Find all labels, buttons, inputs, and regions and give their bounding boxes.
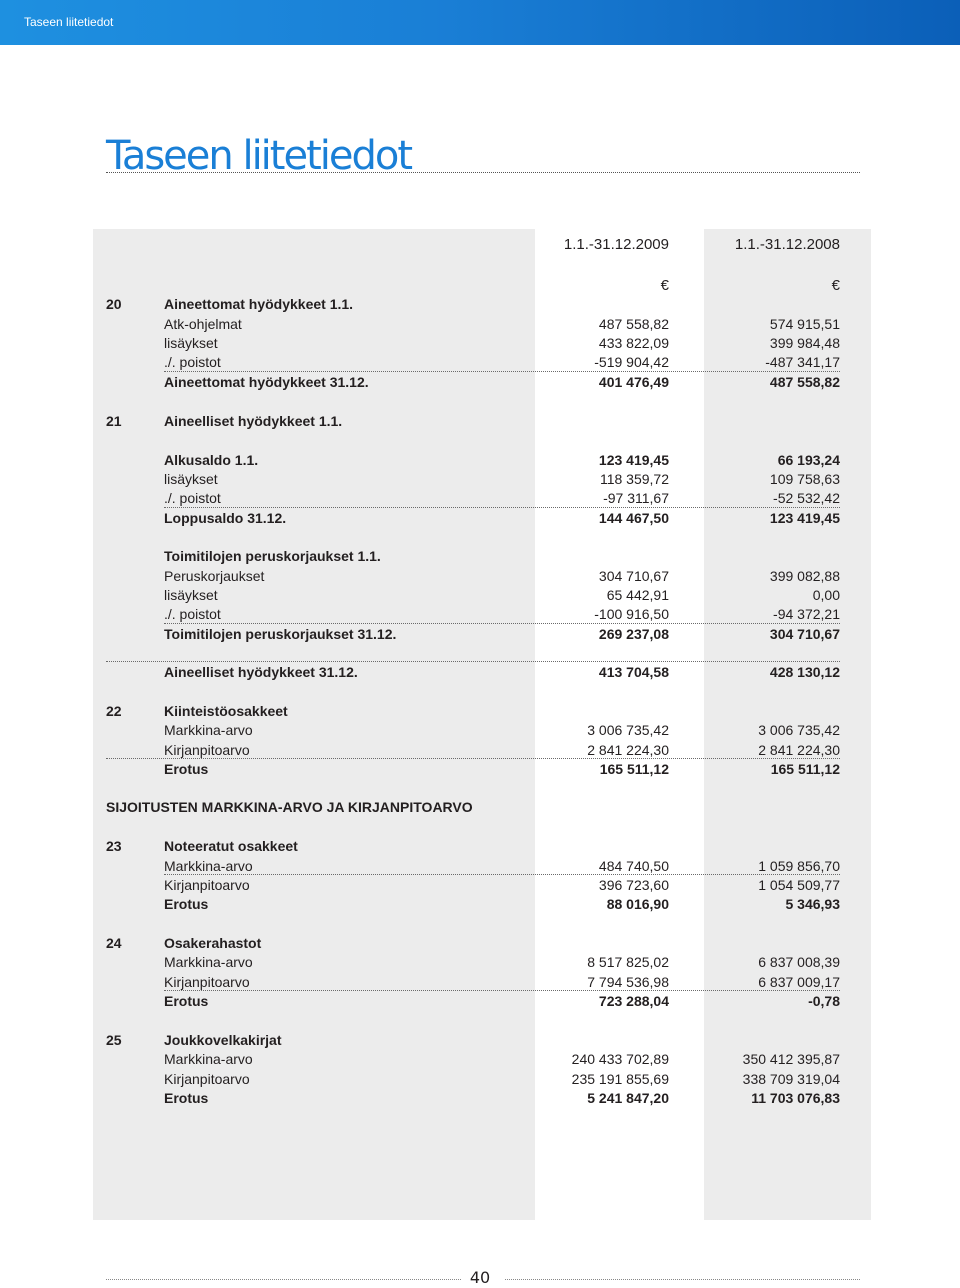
value-2009: 118 359,72: [599, 471, 669, 487]
row-label: Noteeratut osakkeet: [164, 838, 298, 854]
table-row: [0, 566, 960, 586]
value-2008: -487 341,17: [765, 354, 840, 370]
value-2009: 235 191 855,69: [571, 1071, 669, 1087]
table-row: [0, 875, 960, 895]
table-row: [0, 720, 960, 740]
row-divider: [164, 990, 840, 991]
page-number: 40: [469, 1268, 491, 1287]
row-label: ./. poistot: [164, 490, 221, 506]
row-label: Kirjanpitoarvo: [164, 1071, 250, 1087]
row-label: Osakerahastot: [164, 935, 262, 951]
row-label: Atk-ohjelmat: [164, 316, 242, 332]
row-label: Kirjanpitoarvo: [164, 974, 250, 990]
note-number: 20: [106, 296, 122, 312]
table-row: [0, 933, 960, 953]
row-label: Kiinteistöosakkeet: [164, 703, 288, 719]
row-label: ./. poistot: [164, 354, 221, 370]
table-row: [0, 624, 960, 644]
value-2008: 428 130,12: [769, 664, 840, 680]
value-2008: 5 346,93: [785, 896, 840, 912]
value-2008: 3 006 735,42: [758, 722, 840, 738]
row-label: Alkusaldo 1.1.: [164, 452, 259, 468]
table-row: [0, 585, 960, 605]
value-2008: 6 837 009,17: [758, 974, 840, 990]
value-2008: 0,00: [812, 587, 840, 603]
table-row: [0, 1049, 960, 1069]
value-2008: 574 915,51: [769, 316, 840, 332]
value-2009: 3 006 735,42: [587, 722, 669, 738]
value-2009: 123 419,45: [598, 452, 669, 468]
row-label: Kirjanpitoarvo: [164, 742, 250, 758]
table-row: [0, 972, 960, 992]
value-2009: 401 476,49: [598, 374, 669, 390]
value-2008: 6 837 008,39: [758, 954, 840, 970]
value-2008: 1 059 856,70: [758, 858, 840, 874]
table-row: [0, 1069, 960, 1089]
value-2008: 399 082,88: [769, 568, 840, 584]
column-header-2009: 1.1.-31.12.2009: [563, 236, 669, 253]
table-row: [0, 836, 960, 856]
table-row: [0, 469, 960, 489]
row-label: lisäykset: [164, 335, 218, 351]
footer-rule-left: [106, 1279, 461, 1280]
row-label: Aineelliset hyödykkeet 1.1.: [164, 413, 343, 429]
row-label: Aineelliset hyödykkeet 31.12.: [164, 664, 358, 680]
value-2008: -94 372,21: [773, 606, 840, 622]
row-label: Markkina-arvo: [164, 722, 253, 738]
table-row: [0, 352, 960, 372]
value-2009: 165 511,12: [599, 761, 669, 777]
table-row: [0, 759, 960, 779]
table-row: [0, 508, 960, 528]
value-2008: 350 412 395,87: [742, 1051, 840, 1067]
row-label: lisäykset: [164, 471, 218, 487]
value-2009: 413 704,58: [598, 664, 669, 680]
value-2009: 433 822,09: [598, 335, 669, 351]
value-2009: 5 241 847,20: [587, 1090, 669, 1106]
row-label: Toimitilojen peruskorjaukset 31.12.: [164, 626, 397, 642]
value-2008: 399 984,48: [769, 335, 840, 351]
value-2009: 396 723,60: [598, 877, 669, 893]
value-2009: 269 237,08: [598, 626, 669, 642]
table-row: [0, 604, 960, 624]
note-number: 21: [106, 413, 122, 429]
row-divider: [164, 874, 840, 875]
row-divider: [164, 623, 840, 624]
row-label: Peruskorjaukset: [164, 568, 265, 584]
value-2009: 7 794 536,98: [587, 974, 669, 990]
row-label: Markkina-arvo: [164, 858, 253, 874]
table-row: [0, 701, 960, 721]
footer-rule-right: [505, 1279, 860, 1280]
value-2009: 304 710,67: [598, 568, 669, 584]
row-label: Joukkovelkakirjat: [164, 1032, 282, 1048]
value-2008: 123 419,45: [769, 510, 840, 526]
row-label: Erotus: [164, 761, 209, 777]
row-label: Erotus: [164, 993, 209, 1009]
row-divider: [106, 758, 840, 759]
table-row: [0, 797, 960, 817]
value-2009: -97 311,67: [603, 490, 669, 506]
value-2009: 65 442,91: [606, 587, 669, 603]
row-label: Aineettomat hyödykkeet 31.12.: [164, 374, 369, 390]
table-row: [0, 991, 960, 1011]
value-2008: -0,78: [808, 993, 840, 1009]
row-label: Toimitilojen peruskorjaukset 1.1.: [164, 548, 381, 564]
value-2008: 304 710,67: [769, 626, 840, 642]
value-2009: 484 740,50: [598, 858, 669, 874]
value-2009: 8 517 825,02: [587, 954, 669, 970]
value-2009: -519 904,42: [594, 354, 669, 370]
value-2008: 487 558,82: [769, 374, 840, 390]
value-2009: 144 467,50: [598, 510, 669, 526]
row-label: Markkina-arvo: [164, 1051, 253, 1067]
table-row: [0, 294, 960, 314]
value-2008: 2 841 224,30: [758, 742, 840, 758]
value-2009: 2 841 224,30: [587, 742, 669, 758]
value-2009: 487 558,82: [598, 316, 669, 332]
value-2008: 1 054 509,77: [758, 877, 840, 893]
note-number: 23: [106, 838, 122, 854]
row-label: Markkina-arvo: [164, 954, 253, 970]
table-row: [0, 333, 960, 353]
row-divider: [164, 371, 840, 372]
row-label: ./. poistot: [164, 606, 221, 622]
row-label: Aineettomat hyödykkeet 1.1.: [164, 296, 354, 312]
row-divider: [106, 661, 840, 662]
row-label: lisäykset: [164, 587, 218, 603]
value-2009: 723 288,04: [598, 993, 669, 1009]
note-number: 25: [106, 1032, 122, 1048]
table-row: [0, 1030, 960, 1050]
row-label: Kirjanpitoarvo: [164, 877, 250, 893]
table-row: [0, 662, 960, 682]
row-label: SIJOITUSTEN MARKKINA-ARVO JA KIRJANPITOARVO: [106, 799, 473, 815]
table-row: [0, 740, 960, 760]
table-row: [0, 894, 960, 914]
section-header: Taseen liitetiedot: [24, 15, 114, 29]
table-row: [0, 411, 960, 431]
title-divider: [106, 172, 860, 173]
page-title: Taseen liitetiedot: [106, 133, 412, 179]
table-row: [0, 314, 960, 334]
value-2008: 165 511,12: [770, 761, 840, 777]
value-2008: 338 709 319,04: [742, 1071, 840, 1087]
value-2008: -52 532,42: [773, 490, 840, 506]
table-row: [0, 450, 960, 470]
value-2008: 66 193,24: [777, 452, 840, 468]
note-number: 24: [106, 935, 122, 951]
column-header-2008: 1.1.-31.12.2008: [734, 236, 840, 253]
table-row: [0, 952, 960, 972]
table-row: [0, 856, 960, 876]
row-label: Erotus: [164, 1090, 209, 1106]
row-label: Erotus: [164, 896, 209, 912]
value-2008: 109 758,63: [769, 471, 840, 487]
note-number: 22: [106, 703, 122, 719]
top-banner: [0, 0, 960, 45]
row-label: Loppusaldo 31.12.: [164, 510, 287, 526]
value-2009: 240 433 702,89: [571, 1051, 669, 1067]
table-row: [0, 488, 960, 508]
value-2009: 88 016,90: [606, 896, 669, 912]
currency-2009: €: [660, 277, 669, 294]
currency-2008: €: [831, 277, 840, 294]
value-2008: 11 703 076,83: [751, 1090, 840, 1106]
table-row: [0, 1088, 960, 1108]
table-row: [0, 546, 960, 566]
table-row: [0, 372, 960, 392]
value-2009: -100 916,50: [594, 606, 669, 622]
row-divider: [164, 507, 840, 508]
